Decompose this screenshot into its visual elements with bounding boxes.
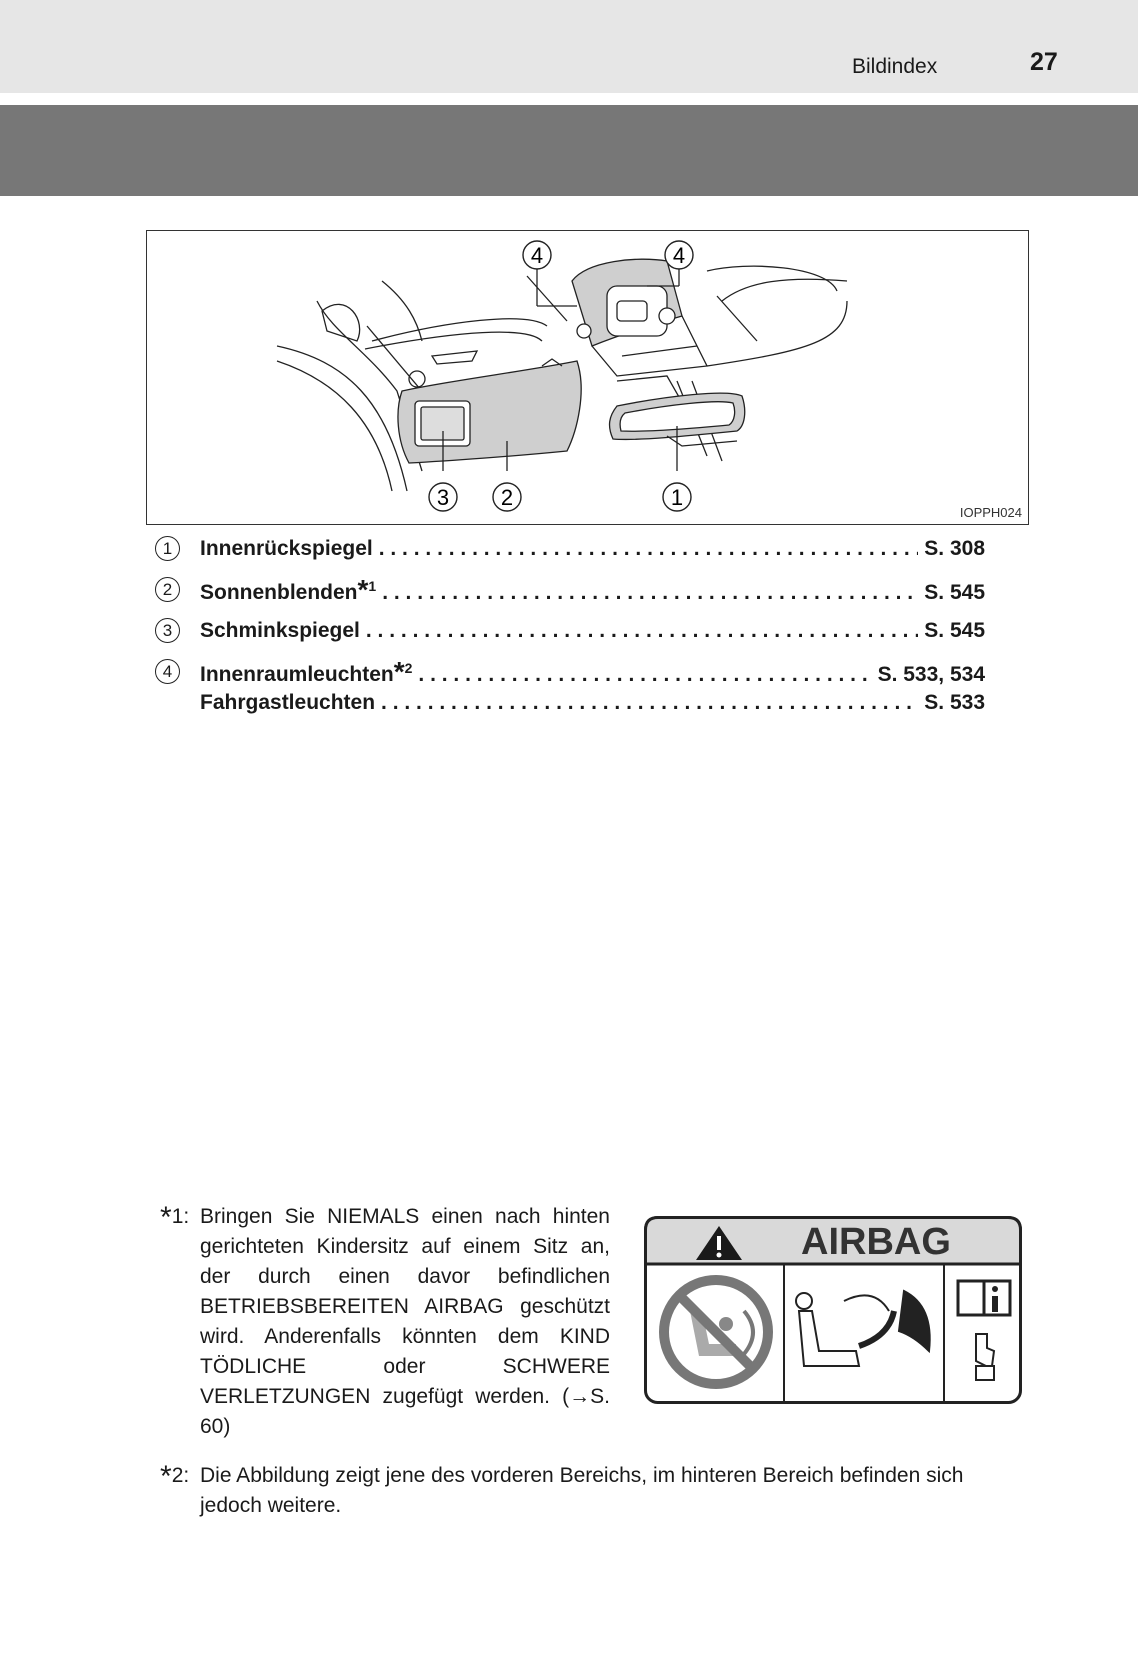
leader-dots [381, 691, 918, 715]
svg-text:1: 1 [670, 485, 684, 510]
leader-dots [382, 581, 918, 605]
list-item [155, 533, 985, 574]
callout-4-right [665, 241, 693, 269]
airbag-warning-label [644, 1216, 1022, 1404]
section-title: Bildindex [852, 55, 938, 78]
item-number: 3 [155, 618, 180, 643]
page-reference[interactable]: S. 545 [924, 581, 985, 604]
callout-layer [147, 231, 1028, 524]
page-reference[interactable]: S. 308 [924, 537, 985, 560]
list-item [155, 615, 985, 656]
no-rear-facing-seat-icon [664, 1280, 768, 1384]
chapter-band [0, 105, 1142, 196]
footnote-ref[interactable]: 2 [404, 660, 413, 676]
list-subitem [155, 691, 985, 731]
svg-text:3: 3 [436, 485, 450, 510]
footnote-marker: *1: [160, 1201, 190, 1234]
header-divider [0, 93, 1142, 105]
leader-dots [379, 537, 919, 561]
footnote-2 [160, 1461, 1020, 1521]
item-number: 1 [155, 536, 180, 561]
svg-text:4: 4 [672, 243, 686, 268]
callout-1 [663, 483, 691, 511]
leader-dots [366, 619, 918, 643]
page-number: 27 [1030, 48, 1058, 76]
svg-text:2: 2 [500, 485, 514, 510]
callout-3 [429, 483, 457, 511]
callout-2 [493, 483, 521, 511]
airbag-title: AIRBAG [801, 1221, 951, 1263]
item-label: Innenraumleuchten [200, 663, 394, 686]
list-item [155, 574, 985, 615]
footnote-text: Bringen Sie NIEMALS einen nach hinten gerichteten Kindersitz auf einem Sitz an, der durch einen davor befindlichen BETRIEBSBEREITEN AIRBAG geschützt wird. Anderenfalls könnten dem KIND TÖDLICHE oder SCHWERE VERLETZUNGEN zugefügt werden. (→S. 60) [200, 1205, 610, 1438]
item-number: 2 [155, 577, 180, 602]
footnote-star: * [393, 656, 405, 687]
page-reference[interactable]: S. 533 [924, 691, 985, 714]
page-reference[interactable]: S. 533, 534 [877, 663, 985, 686]
item-label: Sonnenblenden [200, 581, 358, 604]
page-edge [1138, 0, 1142, 1654]
leader-dots [418, 663, 871, 687]
footnote-text: Die Abbildung zeigt jene des vorderen Bereichs, im hinteren Bereich befinden sich jedoch weitere. [200, 1464, 964, 1517]
component-list [155, 533, 985, 731]
footnote-1 [160, 1202, 610, 1442]
page-reference[interactable]: S. 545 [924, 619, 985, 642]
figure-code: IOPPH024 [959, 505, 1022, 520]
footnote-marker: *2: [160, 1460, 190, 1493]
svg-text:4: 4 [530, 243, 544, 268]
item-label: Fahrgastleuchten [200, 691, 376, 714]
footnote-star: * [357, 574, 369, 605]
callout-4-left [523, 241, 551, 269]
page-header [0, 0, 1142, 93]
item-label: Schminkspiegel [200, 619, 360, 642]
item-number: 4 [155, 659, 180, 684]
item-label: Innenrückspiegel [200, 537, 373, 560]
footnote-ref[interactable]: 1 [368, 578, 377, 594]
overhead-illustration [146, 230, 1029, 525]
